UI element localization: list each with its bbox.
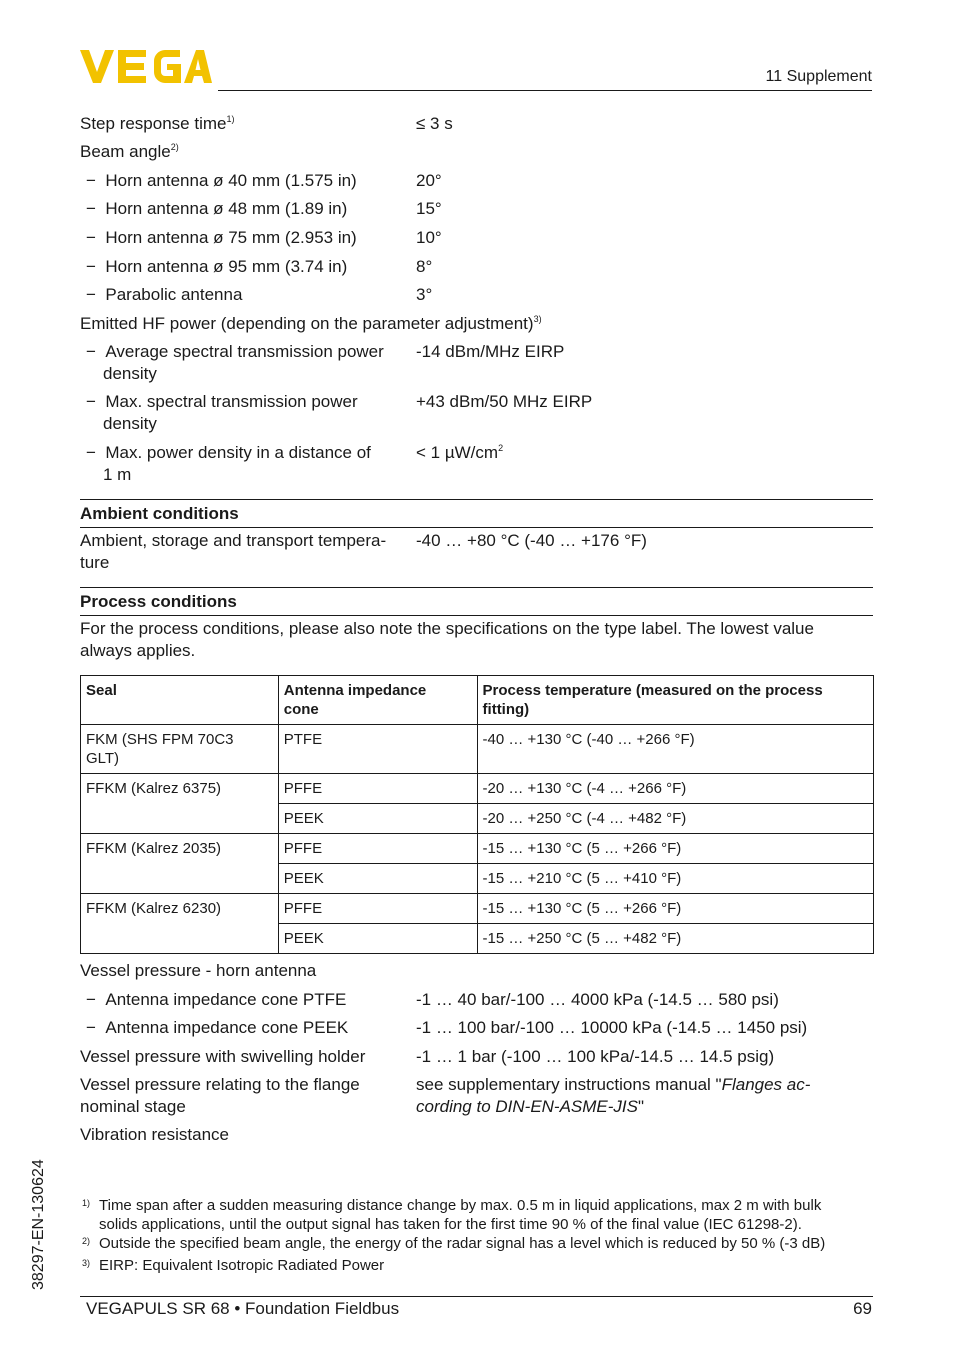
temp-cell: -40 … +130 °C (-40 … +266 °F) — [477, 725, 873, 774]
beam-item-value: 20° — [416, 171, 442, 190]
beam-item-value: 10° — [416, 228, 442, 247]
ambient-label: Ambient, storage and transport tempera- — [80, 531, 387, 550]
beam-item-label: − Parabolic antenna — [86, 285, 243, 304]
beam-item-label: − Horn antenna ø 75 mm (2.953 in) — [86, 228, 357, 247]
process-table — [80, 675, 874, 954]
table-row — [81, 774, 874, 804]
cone-cell: PFFE — [278, 894, 477, 924]
beam-item-value: 8° — [416, 257, 433, 276]
footnote-1: 1) Time span after a sudden measuring distance change by max. 0.5 m in liquid applications, max 2 m with bulk solids applications, until the output signal has taken for the first time 90 % of the final value (IEC 61298-2). — [82, 1197, 822, 1233]
section-label: 11 Supplement — [765, 68, 872, 85]
section-rule — [80, 587, 873, 588]
temp-cell: -15 … +130 °C (5 … +266 °F) — [477, 894, 873, 924]
table-header-row — [81, 676, 874, 725]
flange-label: Vessel pressure relating to the flange — [80, 1075, 360, 1094]
flange-value-cont: cording to DIN-EN-ASME-JIS" — [416, 1097, 645, 1116]
vibration-label: Vibration resistance — [80, 1125, 229, 1144]
vessel-item-label: − Antenna impedance cone PEEK — [86, 1018, 349, 1037]
footnote-2: 2) Outside the specified beam angle, the energy of the radar signal has a level which is reduced by 50 % (-3 dB) — [82, 1235, 826, 1252]
table-header: Process temperature (measured on the process fitting) — [477, 676, 873, 725]
beam-item-label: − Horn antenna ø 40 mm (1.575 in) — [86, 171, 357, 190]
vessel-item-value: -1 … 100 bar/-100 … 10000 kPa (-14.5 … 1450 psi) — [416, 1018, 808, 1037]
ambient-heading: Ambient conditions — [80, 504, 239, 523]
table-header: Seal — [81, 676, 279, 725]
beam-angle-label: Beam angle$^{2)}$ — [80, 142, 179, 161]
beam-item-label: − Horn antenna ø 95 mm (3.74 in) — [86, 257, 348, 276]
hf-item-value: +43 dBm/50 MHz EIRP — [416, 392, 593, 411]
seal-cell: FKM (SHS FPM 70C3 GLT) — [81, 725, 279, 774]
hf-item-label: − Max. spectral transmission power — [86, 392, 358, 411]
page-number: 69 — [853, 1299, 872, 1318]
temp-cell: -15 … +130 °C (5 … +266 °F) — [477, 834, 873, 864]
hf-item-label: − Average spectral transmission power — [86, 342, 384, 361]
table-row — [81, 834, 874, 864]
beam-item-value: 3° — [416, 285, 433, 304]
temp-cell: -15 … +250 °C (5 … +482 °F) — [477, 924, 873, 954]
footnote-3: 3) EIRP: Equivalent Isotropic Radiated Power — [82, 1257, 385, 1274]
flange-label-cont: nominal stage — [80, 1097, 186, 1116]
process-heading: Process conditions — [80, 592, 237, 611]
swivel-value: -1 … 1 bar (-100 … 100 kPa/-14.5 … 14.5 psig) — [416, 1047, 775, 1066]
seal-cell: FFKM (Kalrez 6230) — [81, 894, 279, 954]
hf-item-value: -14 dBm/MHz EIRP — [416, 342, 565, 361]
ambient-value: -40 … +80 °C (-40 … +176 °F) — [416, 531, 647, 550]
seal-cell: FFKM (Kalrez 2035) — [81, 834, 279, 894]
seal-cell: FFKM (Kalrez 6375) — [81, 774, 279, 834]
section-rule — [80, 499, 873, 500]
temp-cell: -20 … +250 °C (-4 … +482 °F) — [477, 804, 873, 834]
section-rule — [80, 527, 873, 528]
cone-cell: PEEK — [278, 804, 477, 834]
table-row — [81, 894, 874, 924]
hf-item-label-cont: density — [103, 414, 157, 433]
swivel-label: Vessel pressure with swivelling holder — [80, 1047, 366, 1066]
temp-cell: -15 … +210 °C (5 … +410 °F) — [477, 864, 873, 894]
beam-item-value: 15° — [416, 199, 442, 218]
cone-cell: PFFE — [278, 834, 477, 864]
cone-cell: PFFE — [278, 774, 477, 804]
doc-number: 38297-EN-130624 — [30, 1159, 47, 1290]
header-rule — [218, 90, 872, 91]
process-intro: For the process conditions, please also note the specifications on the type label. The lowest value — [80, 619, 814, 638]
cone-cell: PTFE — [278, 725, 477, 774]
table-header: Antenna impedance cone — [278, 676, 477, 725]
hf-item-label-cont: 1 m — [103, 465, 132, 484]
hf-power-label: Emitted HF power (depending on the parameter adjustment)$^{3)}$ — [80, 314, 542, 333]
footer-title: VEGAPULS SR 68 • Foundation Fieldbus — [86, 1299, 400, 1318]
cone-cell: PEEK — [278, 864, 477, 894]
hf-item-label: − Max. power density in a distance of — [86, 443, 371, 462]
step-response-label: Step response time$^{1)}$ — [80, 114, 235, 133]
cone-cell: PEEK — [278, 924, 477, 954]
hf-item-label-cont: density — [103, 364, 157, 383]
table-row — [81, 725, 874, 774]
vessel-item-label: − Antenna impedance cone PTFE — [86, 990, 347, 1009]
temp-cell: -20 … +130 °C (-4 … +266 °F) — [477, 774, 873, 804]
flange-value: see supplementary instructions manual "Flanges ac- — [416, 1075, 811, 1094]
process-intro-cont: always applies. — [80, 641, 196, 660]
ambient-label-cont: ture — [80, 553, 110, 572]
step-response-value: ≤ 3 s — [416, 114, 453, 133]
beam-item-label: − Horn antenna ø 48 mm (1.89 in) — [86, 199, 348, 218]
section-rule — [80, 615, 873, 616]
footer-rule — [80, 1296, 873, 1297]
hf-item-value: < 1 $\mu W/cm^2$ — [416, 443, 504, 462]
vega-logo — [80, 50, 212, 84]
vessel-item-value: -1 … 40 bar/-100 … 4000 kPa (-14.5 … 580 psi) — [416, 990, 779, 1009]
vessel-horn-label: Vessel pressure - horn antenna — [80, 961, 317, 980]
